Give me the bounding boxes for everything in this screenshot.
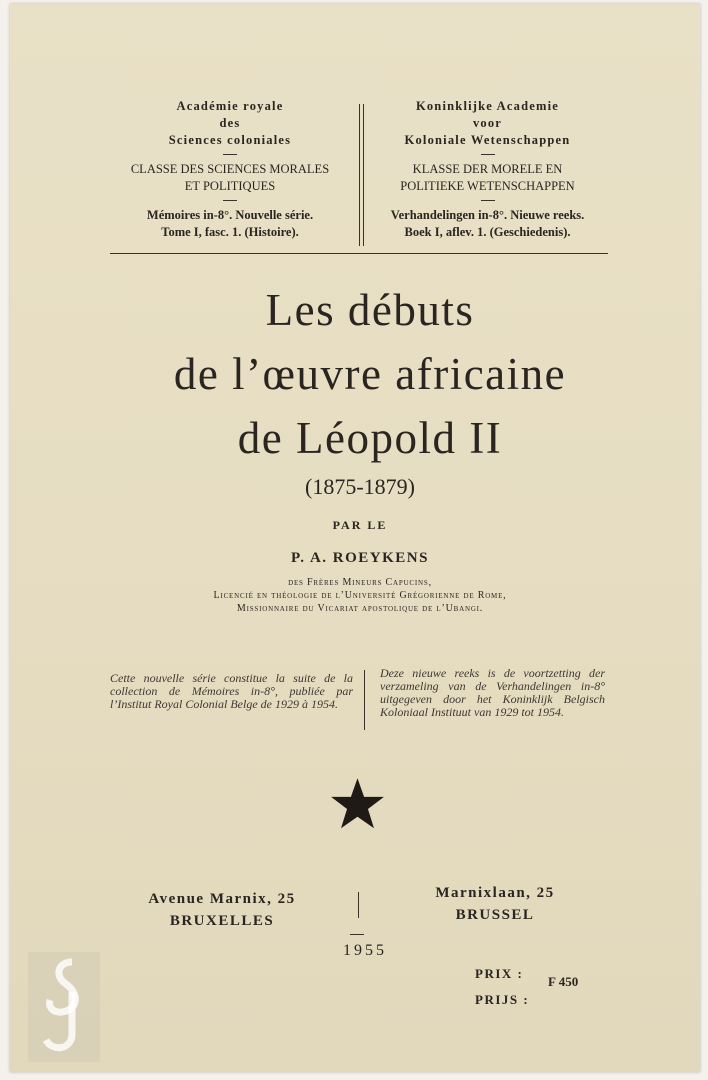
header-left-french [105,98,355,241]
note-column-divider [364,670,365,730]
class-name-nl-line1: KLASSE DER MORELE EN [412,162,563,176]
academy-name-nl-line2: voor [472,116,503,130]
class-name-fr-line1: CLASSE DES SCIENCES MORALES [130,162,330,176]
title-line3: de Léopold II [237,413,503,463]
author-name: P. A. ROEYKENS [291,550,429,566]
address-french [122,888,322,932]
header-divider-dash [223,154,237,155]
address-nl-street: Marnixlaan, 25 [435,885,555,901]
price-amount: F 450 [548,974,579,989]
address-fr-street: Avenue Marnix, 25 [148,891,296,907]
star-icon [330,776,385,831]
address-dutch [405,882,585,926]
header-divider-dash [481,154,495,155]
publication-year: 1955 [343,942,387,959]
series-fr-line1: Mémoires in-8°. Nouvelle série. [146,208,314,222]
class-name-nl-line2: POLITIEKE WETENSCHAPPEN [400,179,575,193]
title-years: (1875-1879) [305,474,415,499]
price-label-nl: PRIJS : [475,992,530,1007]
academy-name-fr-line3: Sciences coloniales [168,133,292,147]
header-divider-dash [481,200,495,201]
author-qualification-2: Licencié en théologie de l’Université Grégorienne de Rome, [213,590,507,601]
note-nl-text-after: uitgegeven door het Koninklijk Belgisch Koloniaal Instituut van 1929 tot 1954. [380,692,605,719]
note-dutch [380,667,605,719]
series-nl-line2: Boek I, aflev. 1. (Geschiedenis). [404,225,571,239]
series-fr-line2: Tome I, fasc. 1. (Histoire). [161,225,299,239]
class-name-fr-line2: ET POLITIQUES [184,179,276,193]
author-qualification-3: Missionnaire du Vicariat apostolique de l’Ubangi. [236,603,484,614]
title-line1: Les débuts [265,285,475,335]
header-right-dutch [370,98,605,241]
note-fr-italic: Mémoires in-8° [191,684,275,698]
js-monogram-logo [28,952,100,1062]
header-divider-dash [223,200,237,201]
academy-name-nl-line1: Koninklijke Academie [415,99,560,113]
price-labels [475,961,555,1013]
year-dash [350,934,364,935]
header-bottom-rule [110,253,608,254]
header-column-divider [359,104,364,246]
academy-name-nl-line3: Koloniale Wetenschappen [404,133,571,147]
academy-name-fr-line2: des [219,116,241,130]
author-qualification-1: des Frères Mineurs Capucins, [288,577,432,588]
note-nl-italic: Verhandelingen in-8° [496,679,605,693]
academy-name-fr-line1: Académie royale [176,99,284,113]
note-fr-text-after: , publiée par l’Institut Royal Colonial Belge de 1929 à 1954. [110,684,354,711]
address-fr-city: BRUXELLES [169,913,275,929]
price-label-fr: PRIX : [475,966,524,981]
book-cover [10,4,700,1072]
note-nl-text-before: Deze nieuwe reeks is de voortzetting der verzameling van de [380,666,605,693]
byline-par-le: PAR LE [332,518,388,532]
note-fr-text-before: Cette nouvelle série constitue la suite de la collection de [110,671,353,698]
author-qualifications [110,576,610,615]
address-nl-city: BRUSSEL [455,907,535,923]
series-nl-line1: Verhandelingen in-8°. Nieuwe reeks. [390,208,585,222]
address-divider [358,892,359,918]
title-line2: de l’œuvre africaine [173,349,567,399]
note-french [110,672,353,711]
